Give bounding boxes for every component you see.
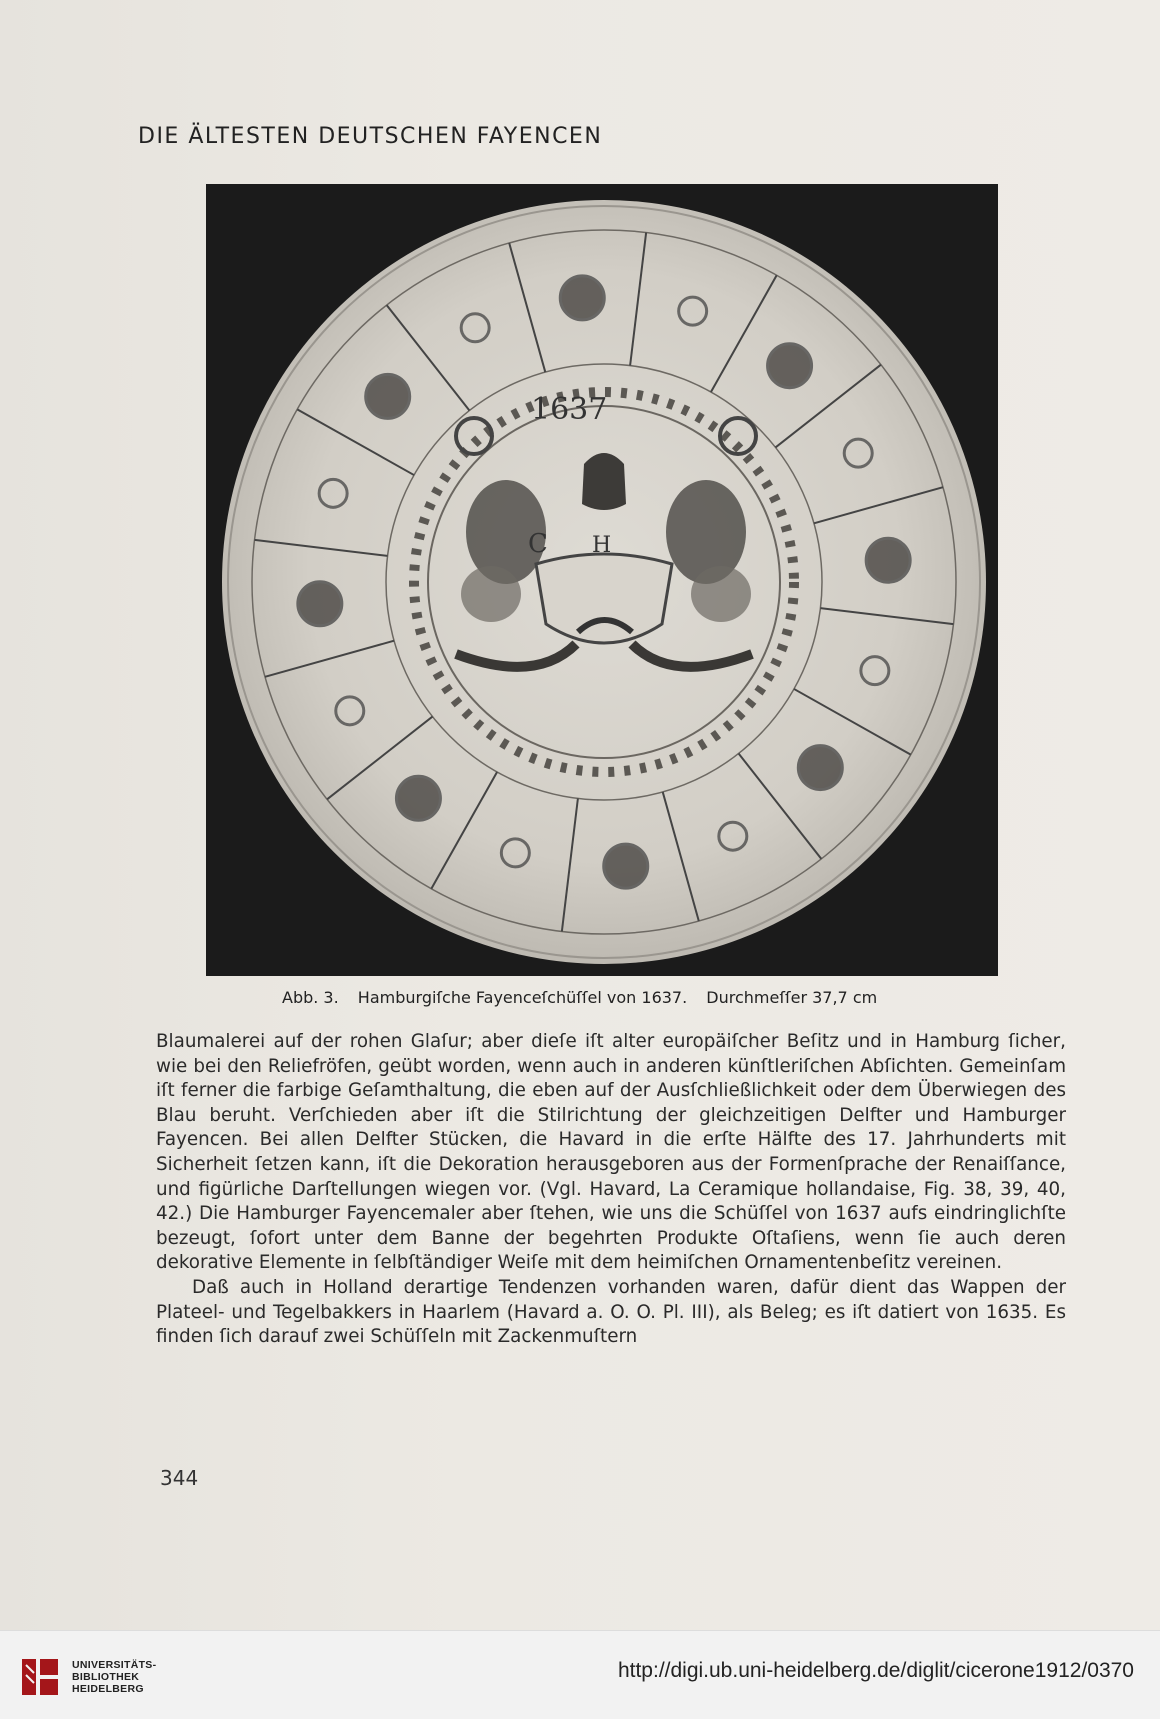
- running-head: DIE ÄLTESTEN DEUTSCHEN FAYENCEN: [138, 124, 603, 149]
- caption-title: Hamburgiſche Fayenceſchüſſel von 1637.: [357, 988, 688, 1007]
- body-text: [156, 1030, 1066, 1350]
- faience-plate-illustration: [206, 184, 998, 976]
- figure-caption: [282, 988, 891, 1007]
- panel-ornament: [298, 582, 342, 626]
- library-name-line-2: BIBLIOTHEK: [72, 1671, 140, 1683]
- panel-ornament: [366, 374, 410, 418]
- panel-ornament: [798, 746, 842, 790]
- library-logo-icon: [18, 1655, 62, 1699]
- caption-label: Abb. 3.: [282, 988, 339, 1007]
- panel-ornament: [560, 276, 604, 320]
- caption-measure: Durchmeſſer 37,7 cm: [706, 988, 878, 1007]
- plate-date: 1637: [531, 392, 608, 427]
- paragraph: Blaumalerei auf der rohen Glaſur; aber dieſe iſt alter europäiſcher Beſitz und in Hamburg ſicher, wie bei den Reliefröfen, geübt worden, wenn auch in anderen künſtleriſchen Abſichten. Gemeinſam iſt ferner die farbige Geſamthaltung, die eben auf der Ausſchließlichkeit oder dem Überwiegen des Blau beruht. Verſchieden aber iſt die Stilrichtung der gleichzeitigen Delfter und Hamburger Fayencen. Bei allen Delfter Stücken, die Havard in die erſte Hälfte des 17. Jahrhunderts mit Sicherheit ſetzen kann, iſt die Dekoration herausgeboren aus der Formenſprache der Renaiſſance, und figürliche Darſtellungen wiegen vor. (Vgl. Havard, La Ceramique hollandaise, Fig. 38, 39, 40, 42.) Die Hamburger Fayencemaler aber ſtehen, wie uns die Schüſſel von 1637 aufs eindringlichſte bezeugt, ſofort unter dem Banne der begehrten Produkte Oſtaſiens, wenn ſie auch deren dekorative Elemente in ſelbſtändiger Weiſe mit dem heimiſchen Ornamentenbeſitz vereinen.: [156, 1031, 1066, 1274]
- source-url-link[interactable]: http://digi.ub.uni-heidelberg.de/diglit/cicerone1912/0370: [617, 1659, 1134, 1682]
- library-name-line-3: HEIDELBERG: [72, 1683, 144, 1695]
- monogram-right: H: [592, 533, 612, 558]
- panel-ornament: [396, 776, 440, 820]
- plate-photograph: [206, 184, 998, 976]
- paragraph: Daß auch in Holland derartige Tendenzen vorhanden waren, dafür dient das Wappen der Plateel- und Tegelbakkers in Haarlem (Havard a. O. O. Pl. III), als Beleg; es iſt datiert von 1635. Es finden ſich darauf zwei Schüſſeln mit Zackenmuſtern: [156, 1276, 1066, 1348]
- monogram-left: C: [528, 529, 548, 559]
- viewer-footer: [0, 1630, 1160, 1719]
- panel-ornament: [604, 844, 648, 888]
- page-number: 344: [160, 1466, 199, 1490]
- library-logo[interactable]: [18, 1653, 156, 1701]
- panel-ornament: [866, 538, 910, 582]
- panel-ornament: [768, 344, 812, 388]
- library-name-line-1: UNIVERSITÄTS-: [72, 1659, 157, 1671]
